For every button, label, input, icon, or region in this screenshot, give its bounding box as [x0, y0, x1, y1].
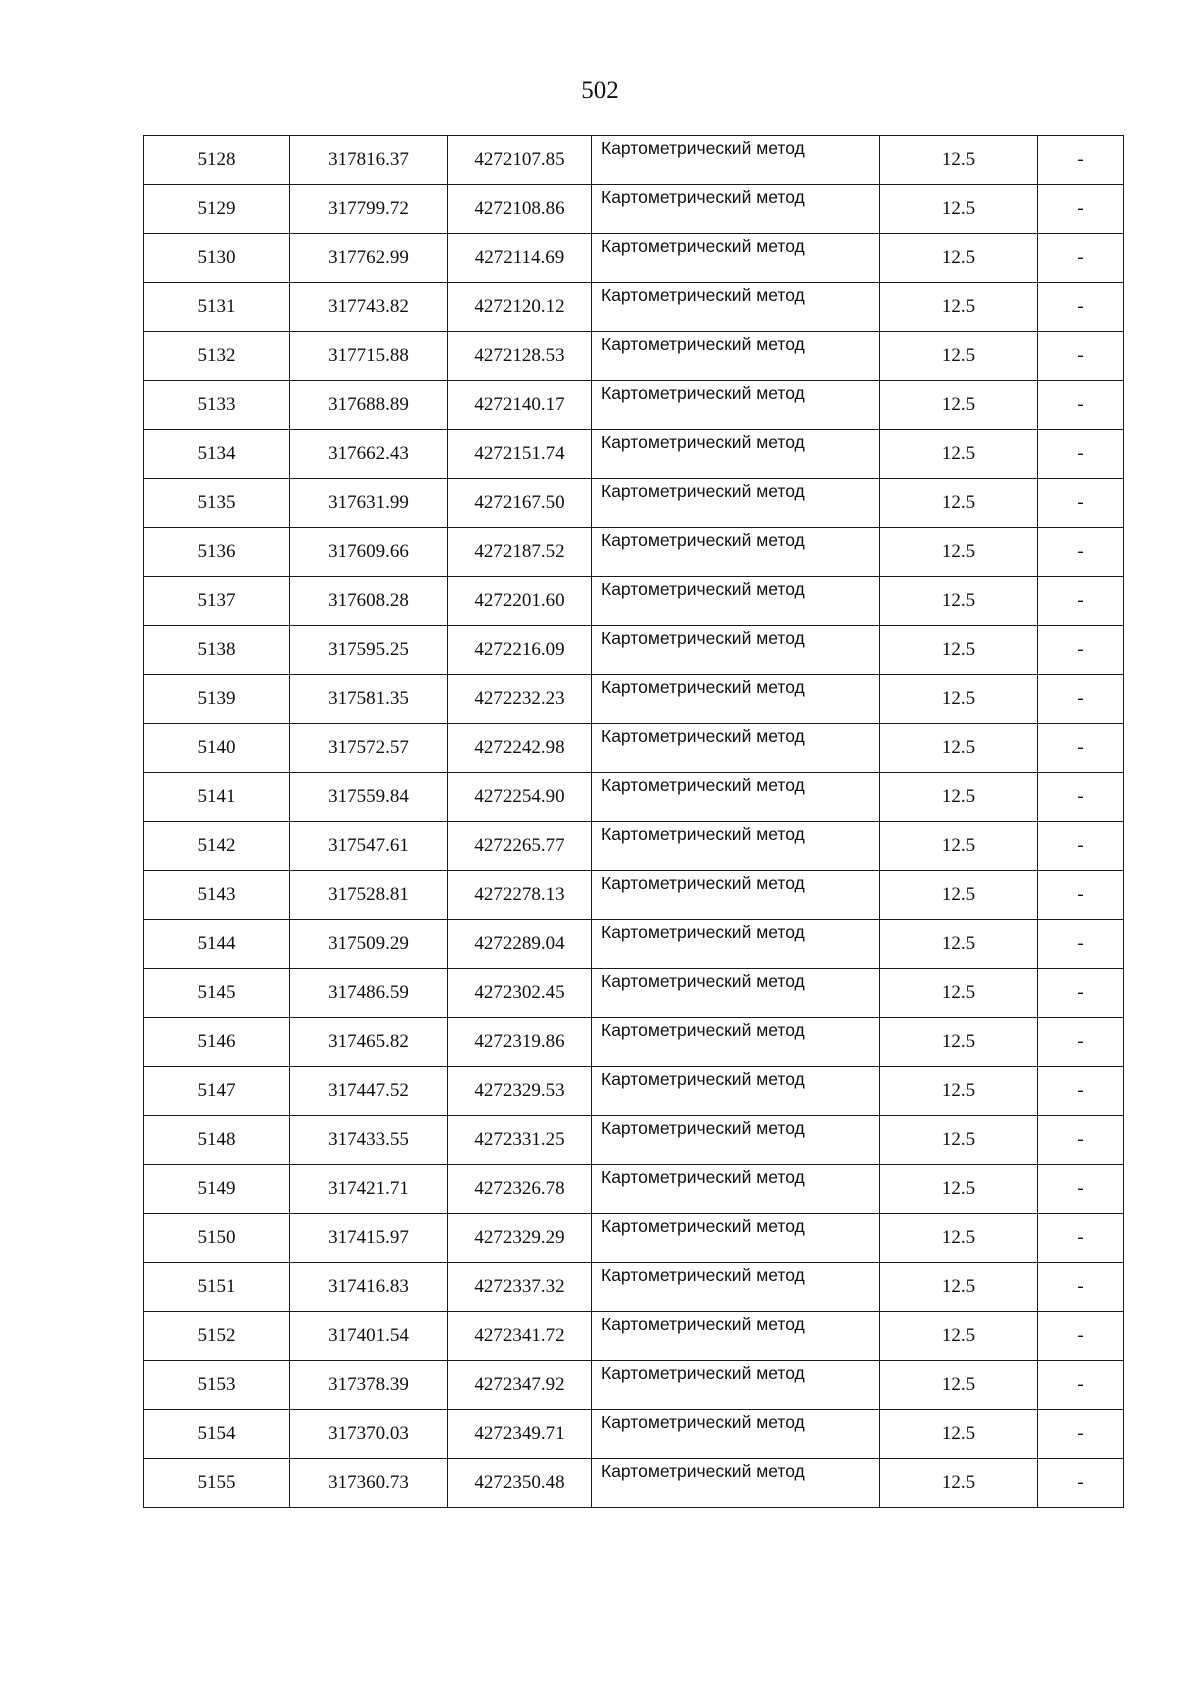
accuracy-cell: 12.5: [880, 1214, 1038, 1263]
point-number-cell: 5144: [144, 920, 290, 969]
method-cell: Картометрический метод: [592, 920, 880, 969]
description-cell: -: [1038, 332, 1124, 381]
accuracy-cell: 12.5: [880, 1067, 1038, 1116]
x-coordinate-cell: 317816.37: [290, 136, 448, 185]
table-row: [144, 332, 1124, 381]
point-number-cell: 5153: [144, 1361, 290, 1410]
method-cell: Картометрический метод: [592, 1165, 880, 1214]
accuracy-cell: 12.5: [880, 185, 1038, 234]
y-coordinate-cell: 4272331.25: [448, 1116, 592, 1165]
point-number-cell: 5139: [144, 675, 290, 724]
description-cell: -: [1038, 479, 1124, 528]
accuracy-cell: 12.5: [880, 479, 1038, 528]
description-cell: -: [1038, 577, 1124, 626]
y-coordinate-cell: 4272107.85: [448, 136, 592, 185]
table-row: [144, 1459, 1124, 1508]
description-cell: -: [1038, 1459, 1124, 1508]
point-number-cell: 5141: [144, 773, 290, 822]
point-number-cell: 5154: [144, 1410, 290, 1459]
y-coordinate-cell: 4272140.17: [448, 381, 592, 430]
method-cell: Картометрический метод: [592, 1361, 880, 1410]
y-coordinate-cell: 4272347.92: [448, 1361, 592, 1410]
point-number-cell: 5145: [144, 969, 290, 1018]
y-coordinate-cell: 4272326.78: [448, 1165, 592, 1214]
description-cell: -: [1038, 234, 1124, 283]
method-cell: Картометрический метод: [592, 1312, 880, 1361]
table-row: [144, 1214, 1124, 1263]
x-coordinate-cell: 317631.99: [290, 479, 448, 528]
description-cell: -: [1038, 185, 1124, 234]
description-cell: -: [1038, 773, 1124, 822]
description-cell: -: [1038, 1165, 1124, 1214]
description-cell: -: [1038, 822, 1124, 871]
y-coordinate-cell: 4272242.98: [448, 724, 592, 773]
y-coordinate-cell: 4272120.12: [448, 283, 592, 332]
y-coordinate-cell: 4272265.77: [448, 822, 592, 871]
description-cell: -: [1038, 969, 1124, 1018]
y-coordinate-cell: 4272319.86: [448, 1018, 592, 1067]
table-row: [144, 1361, 1124, 1410]
point-number-cell: 5140: [144, 724, 290, 773]
accuracy-cell: 12.5: [880, 381, 1038, 430]
method-cell: Картометрический метод: [592, 724, 880, 773]
table-row: [144, 1116, 1124, 1165]
accuracy-cell: 12.5: [880, 675, 1038, 724]
y-coordinate-cell: 4272187.52: [448, 528, 592, 577]
table-row: [144, 822, 1124, 871]
table-row: [144, 234, 1124, 283]
point-number-cell: 5132: [144, 332, 290, 381]
x-coordinate-cell: 317528.81: [290, 871, 448, 920]
accuracy-cell: 12.5: [880, 1361, 1038, 1410]
point-number-cell: 5128: [144, 136, 290, 185]
x-coordinate-cell: 317715.88: [290, 332, 448, 381]
method-cell: Картометрический метод: [592, 283, 880, 332]
x-coordinate-cell: 317662.43: [290, 430, 448, 479]
table-body: [144, 136, 1124, 1508]
method-cell: Картометрический метод: [592, 822, 880, 871]
point-number-cell: 5146: [144, 1018, 290, 1067]
accuracy-cell: 12.5: [880, 1263, 1038, 1312]
x-coordinate-cell: 317762.99: [290, 234, 448, 283]
description-cell: -: [1038, 724, 1124, 773]
method-cell: Картометрический метод: [592, 528, 880, 577]
method-cell: Картометрический метод: [592, 1214, 880, 1263]
table-row: [144, 283, 1124, 332]
method-cell: Картометрический метод: [592, 185, 880, 234]
y-coordinate-cell: 4272350.48: [448, 1459, 592, 1508]
description-cell: -: [1038, 871, 1124, 920]
x-coordinate-cell: 317360.73: [290, 1459, 448, 1508]
description-cell: -: [1038, 1116, 1124, 1165]
y-coordinate-cell: 4272329.53: [448, 1067, 592, 1116]
description-cell: -: [1038, 528, 1124, 577]
table-row: [144, 430, 1124, 479]
x-coordinate-cell: 317547.61: [290, 822, 448, 871]
accuracy-cell: 12.5: [880, 430, 1038, 479]
x-coordinate-cell: 317743.82: [290, 283, 448, 332]
table-row: [144, 724, 1124, 773]
table-row: [144, 675, 1124, 724]
accuracy-cell: 12.5: [880, 234, 1038, 283]
point-number-cell: 5155: [144, 1459, 290, 1508]
description-cell: -: [1038, 1018, 1124, 1067]
point-number-cell: 5129: [144, 185, 290, 234]
y-coordinate-cell: 4272232.23: [448, 675, 592, 724]
description-cell: -: [1038, 283, 1124, 332]
table-row: [144, 969, 1124, 1018]
point-number-cell: 5135: [144, 479, 290, 528]
method-cell: Картометрический метод: [592, 136, 880, 185]
x-coordinate-cell: 317688.89: [290, 381, 448, 430]
x-coordinate-cell: 317595.25: [290, 626, 448, 675]
point-number-cell: 5130: [144, 234, 290, 283]
description-cell: -: [1038, 1214, 1124, 1263]
y-coordinate-cell: 4272254.90: [448, 773, 592, 822]
y-coordinate-cell: 4272108.86: [448, 185, 592, 234]
x-coordinate-cell: 317416.83: [290, 1263, 448, 1312]
accuracy-cell: 12.5: [880, 822, 1038, 871]
method-cell: Картометрический метод: [592, 626, 880, 675]
table-row: [144, 1165, 1124, 1214]
point-number-cell: 5149: [144, 1165, 290, 1214]
y-coordinate-cell: 4272167.50: [448, 479, 592, 528]
accuracy-cell: 12.5: [880, 283, 1038, 332]
point-number-cell: 5143: [144, 871, 290, 920]
accuracy-cell: 12.5: [880, 528, 1038, 577]
coordinates-table: [143, 135, 1124, 1508]
method-cell: Картометрический метод: [592, 1067, 880, 1116]
method-cell: Картометрический метод: [592, 1459, 880, 1508]
point-number-cell: 5151: [144, 1263, 290, 1312]
accuracy-cell: 12.5: [880, 577, 1038, 626]
point-number-cell: 5134: [144, 430, 290, 479]
description-cell: -: [1038, 381, 1124, 430]
table-row: [144, 1067, 1124, 1116]
accuracy-cell: 12.5: [880, 136, 1038, 185]
method-cell: Картометрический метод: [592, 969, 880, 1018]
description-cell: -: [1038, 1263, 1124, 1312]
y-coordinate-cell: 4272349.71: [448, 1410, 592, 1459]
x-coordinate-cell: 317509.29: [290, 920, 448, 969]
accuracy-cell: 12.5: [880, 724, 1038, 773]
point-number-cell: 5138: [144, 626, 290, 675]
method-cell: Картометрический метод: [592, 381, 880, 430]
method-cell: Картометрический метод: [592, 577, 880, 626]
x-coordinate-cell: 317401.54: [290, 1312, 448, 1361]
y-coordinate-cell: 4272329.29: [448, 1214, 592, 1263]
x-coordinate-cell: 317486.59: [290, 969, 448, 1018]
description-cell: -: [1038, 1410, 1124, 1459]
y-coordinate-cell: 4272114.69: [448, 234, 592, 283]
accuracy-cell: 12.5: [880, 626, 1038, 675]
x-coordinate-cell: 317370.03: [290, 1410, 448, 1459]
accuracy-cell: 12.5: [880, 969, 1038, 1018]
point-number-cell: 5142: [144, 822, 290, 871]
description-cell: -: [1038, 1361, 1124, 1410]
accuracy-cell: 12.5: [880, 1459, 1038, 1508]
description-cell: -: [1038, 920, 1124, 969]
x-coordinate-cell: 317609.66: [290, 528, 448, 577]
accuracy-cell: 12.5: [880, 1116, 1038, 1165]
point-number-cell: 5150: [144, 1214, 290, 1263]
x-coordinate-cell: 317378.39: [290, 1361, 448, 1410]
x-coordinate-cell: 317559.84: [290, 773, 448, 822]
x-coordinate-cell: 317608.28: [290, 577, 448, 626]
point-number-cell: 5133: [144, 381, 290, 430]
table-row: [144, 479, 1124, 528]
accuracy-cell: 12.5: [880, 1312, 1038, 1361]
method-cell: Картометрический метод: [592, 332, 880, 381]
y-coordinate-cell: 4272302.45: [448, 969, 592, 1018]
y-coordinate-cell: 4272289.04: [448, 920, 592, 969]
description-cell: -: [1038, 626, 1124, 675]
point-number-cell: 5152: [144, 1312, 290, 1361]
method-cell: Картометрический метод: [592, 871, 880, 920]
method-cell: Картометрический метод: [592, 430, 880, 479]
method-cell: Картометрический метод: [592, 1410, 880, 1459]
description-cell: -: [1038, 675, 1124, 724]
x-coordinate-cell: 317799.72: [290, 185, 448, 234]
x-coordinate-cell: 317447.52: [290, 1067, 448, 1116]
x-coordinate-cell: 317581.35: [290, 675, 448, 724]
x-coordinate-cell: 317421.71: [290, 1165, 448, 1214]
method-cell: Картометрический метод: [592, 1263, 880, 1312]
accuracy-cell: 12.5: [880, 1165, 1038, 1214]
description-cell: -: [1038, 136, 1124, 185]
y-coordinate-cell: 4272216.09: [448, 626, 592, 675]
y-coordinate-cell: 4272151.74: [448, 430, 592, 479]
accuracy-cell: 12.5: [880, 871, 1038, 920]
table-row: [144, 577, 1124, 626]
accuracy-cell: 12.5: [880, 1018, 1038, 1067]
accuracy-cell: 12.5: [880, 332, 1038, 381]
table-row: [144, 1312, 1124, 1361]
table-row: [144, 920, 1124, 969]
description-cell: -: [1038, 1312, 1124, 1361]
x-coordinate-cell: 317415.97: [290, 1214, 448, 1263]
x-coordinate-cell: 317572.57: [290, 724, 448, 773]
point-number-cell: 5131: [144, 283, 290, 332]
description-cell: -: [1038, 1067, 1124, 1116]
x-coordinate-cell: 317433.55: [290, 1116, 448, 1165]
table-row: [144, 1263, 1124, 1312]
table-row: [144, 1410, 1124, 1459]
table-row: [144, 773, 1124, 822]
method-cell: Картометрический метод: [592, 479, 880, 528]
accuracy-cell: 12.5: [880, 920, 1038, 969]
y-coordinate-cell: 4272337.32: [448, 1263, 592, 1312]
table-row: [144, 1018, 1124, 1067]
point-number-cell: 5137: [144, 577, 290, 626]
y-coordinate-cell: 4272278.13: [448, 871, 592, 920]
y-coordinate-cell: 4272201.60: [448, 577, 592, 626]
accuracy-cell: 12.5: [880, 1410, 1038, 1459]
accuracy-cell: 12.5: [880, 773, 1038, 822]
method-cell: Картометрический метод: [592, 1018, 880, 1067]
method-cell: Картометрический метод: [592, 1116, 880, 1165]
y-coordinate-cell: 4272341.72: [448, 1312, 592, 1361]
table-row: [144, 528, 1124, 577]
point-number-cell: 5136: [144, 528, 290, 577]
table-row: [144, 871, 1124, 920]
table-row: [144, 381, 1124, 430]
table-row: [144, 136, 1124, 185]
page-number: 502: [581, 77, 619, 104]
point-number-cell: 5147: [144, 1067, 290, 1116]
y-coordinate-cell: 4272128.53: [448, 332, 592, 381]
method-cell: Картометрический метод: [592, 675, 880, 724]
x-coordinate-cell: 317465.82: [290, 1018, 448, 1067]
method-cell: Картометрический метод: [592, 234, 880, 283]
point-number-cell: 5148: [144, 1116, 290, 1165]
table-row: [144, 185, 1124, 234]
method-cell: Картометрический метод: [592, 773, 880, 822]
description-cell: -: [1038, 430, 1124, 479]
table-row: [144, 626, 1124, 675]
